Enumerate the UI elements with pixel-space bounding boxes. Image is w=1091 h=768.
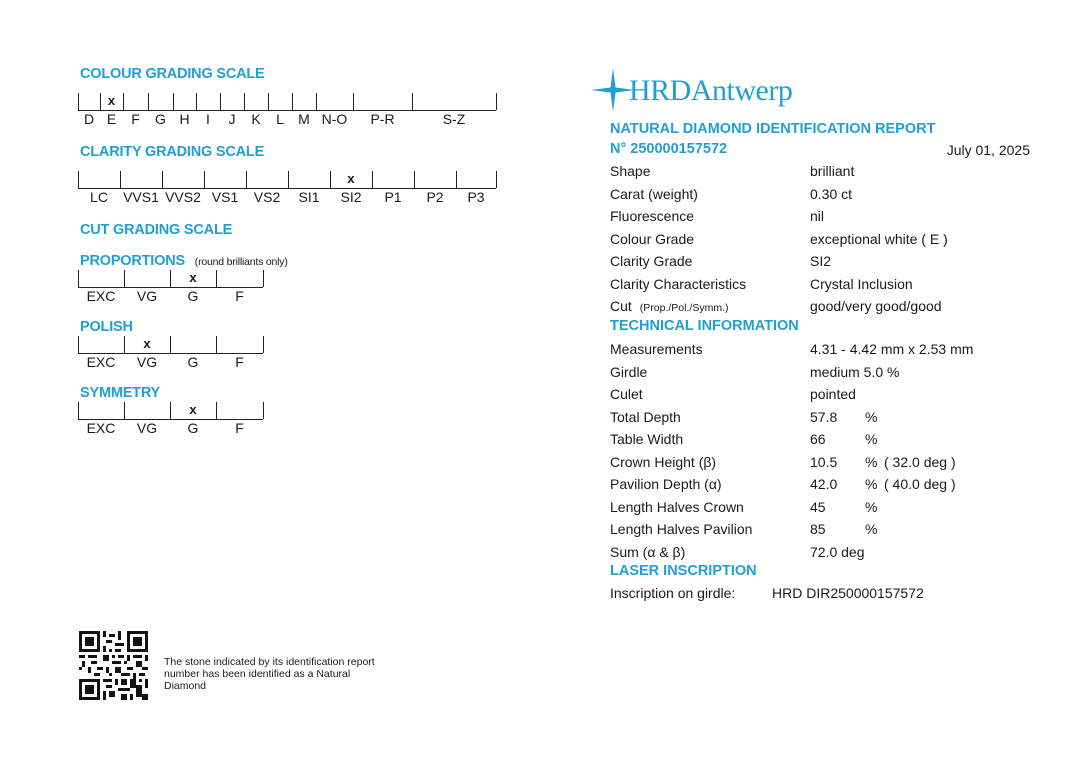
polish-scale	[78, 336, 268, 374]
scale-tick	[124, 336, 125, 353]
technical-info-title: TECHNICAL INFORMATION	[610, 318, 799, 334]
logo-hrd: HRD	[629, 74, 691, 107]
scale-label: VS1	[211, 189, 239, 205]
row-value: nil	[810, 208, 825, 225]
scale-label: E	[106, 111, 117, 127]
scale-tick	[412, 93, 413, 110]
proportions-note: (round brilliants only)	[194, 256, 288, 268]
selected-mark: x	[189, 270, 197, 285]
row-percent: %	[865, 408, 878, 425]
scale-tick	[120, 171, 121, 188]
scale-tick	[204, 171, 205, 188]
proportions-scale	[78, 270, 268, 308]
qr-code-icon	[79, 631, 148, 700]
scale-label: VG	[136, 288, 158, 304]
scale-label: G	[187, 420, 199, 436]
scale-tick	[124, 270, 125, 287]
proportions-label: PROPORTIONS	[80, 253, 185, 269]
row-key: Clarity Grade	[610, 253, 693, 270]
selected-mark: x	[189, 402, 197, 417]
row-value: good/very good/good	[810, 298, 942, 314]
scale-label: N-O	[321, 111, 348, 127]
scale-tick	[263, 336, 264, 353]
scale-tick	[216, 336, 217, 353]
row-percent: %	[865, 476, 878, 492]
row-key: Sum (α & β)	[610, 543, 686, 560]
row-value: 57.8	[810, 408, 838, 425]
scale-label: D	[83, 111, 95, 127]
row-value: 66	[810, 431, 826, 447]
scale-tick	[244, 93, 245, 110]
row-value: Crystal Inclusion	[810, 276, 913, 292]
cut-label: Cut	[610, 298, 632, 314]
colour-scale-title: COLOUR GRADING SCALE	[80, 66, 265, 82]
scale-tick	[330, 171, 331, 188]
row-key: Length Halves Crown	[610, 498, 744, 515]
scale-tick	[78, 402, 79, 419]
scale-label: J	[228, 111, 236, 127]
scale-tick	[170, 270, 171, 287]
scale-tick	[148, 93, 149, 110]
scale-label: VS2	[253, 189, 281, 205]
scale-tick	[216, 402, 217, 419]
report-title: NATURAL DIAMOND IDENTIFICATION REPORT	[610, 121, 936, 137]
row-key: Pavilion Depth (α)	[610, 476, 722, 492]
scale-label: VVS2	[165, 189, 201, 205]
scale-label: K	[251, 111, 261, 127]
scale-tick	[78, 171, 79, 188]
logo-wordmark	[629, 74, 792, 108]
scale-tick	[268, 93, 269, 110]
scale-tick	[170, 402, 171, 419]
laser-inscription-title: LASER INSCRIPTION	[610, 563, 757, 579]
scale-tick	[288, 171, 289, 188]
row-key: Culet	[610, 386, 643, 402]
scale-tick	[124, 402, 125, 419]
scale-label: P-R	[370, 111, 395, 127]
scale-label: P1	[384, 189, 402, 205]
scale-tick	[372, 171, 373, 188]
selected-mark: x	[143, 336, 151, 351]
scale-label: EXC	[86, 354, 116, 370]
identification-note: The stone indicated by its identification report number has been identified as a Natural Diamond	[164, 656, 375, 692]
scale-label: F	[235, 420, 244, 436]
scale-tick	[78, 270, 79, 287]
scale-tick	[216, 270, 217, 287]
row-key: Length Halves Pavilion	[610, 521, 753, 537]
report-number: N° 250000157572	[610, 141, 728, 157]
scale-tick	[263, 402, 264, 419]
scale-tick	[196, 93, 197, 110]
row-value: exceptional white ( E )	[810, 230, 948, 247]
row-value: 45	[810, 498, 826, 515]
scale-tick	[173, 93, 174, 110]
scale-tick	[123, 93, 124, 110]
scale-tick	[220, 93, 221, 110]
scale-label: VG	[136, 420, 158, 436]
scale-label: VVS1	[123, 189, 159, 205]
scale-tick	[456, 171, 457, 188]
row-value: HRD DIR250000157572	[772, 585, 924, 601]
scale-tick	[496, 171, 497, 188]
polish-title: POLISH	[80, 319, 133, 335]
proportions-title	[80, 253, 288, 269]
report-date: July 01, 2025	[946, 142, 1030, 158]
scale-label: L	[276, 111, 284, 127]
scale-tick	[292, 93, 293, 110]
row-value: 85	[810, 521, 826, 537]
scale-tick	[246, 171, 247, 188]
row-degrees: ( 40.0 deg )	[884, 476, 956, 492]
scale-tick	[170, 336, 171, 353]
scale-label: G	[187, 354, 199, 370]
row-key: Total Depth	[610, 408, 681, 425]
scale-label: G	[187, 288, 199, 304]
row-value: brilliant	[810, 163, 855, 179]
scale-tick	[78, 336, 79, 353]
scale-label: F	[235, 288, 244, 304]
colour-grading-scale	[78, 93, 498, 131]
row-value: pointed	[810, 386, 856, 402]
scale-label: I	[206, 111, 210, 127]
scale-label: SI1	[298, 189, 320, 205]
selected-mark: x	[107, 93, 116, 108]
scale-tick	[162, 171, 163, 188]
scale-label: LC	[90, 189, 108, 205]
scale-tick	[78, 93, 79, 110]
cut-note: (Prop./Pol./Symm.)	[639, 302, 729, 314]
row-key: Carat (weight)	[610, 185, 698, 202]
row-degrees: ( 32.0 deg )	[884, 453, 956, 470]
row-percent: %	[865, 431, 878, 447]
scale-label: F	[131, 111, 140, 127]
row-key: Table Width	[610, 431, 684, 447]
logo-antwerp: Antwerp	[690, 74, 793, 107]
row-value: 4.31 - 4.42 mm x 2.53 mm	[810, 341, 974, 357]
row-key: Clarity Characteristics	[610, 276, 747, 292]
scale-label: H	[179, 111, 190, 127]
scale-label: S-Z	[442, 111, 466, 127]
selected-mark: x	[347, 171, 355, 186]
scale-tick	[414, 171, 415, 188]
scale-tick	[263, 270, 264, 287]
scale-label: SI2	[340, 189, 362, 205]
row-key: Inscription on girdle:	[610, 585, 736, 601]
row-key: Shape	[610, 163, 651, 179]
row-value: medium 5.0 %	[810, 363, 900, 380]
row-percent: %	[865, 521, 878, 537]
symmetry-scale	[78, 402, 268, 440]
scale-label: VG	[136, 354, 158, 370]
scale-tick	[353, 93, 354, 110]
row-key: Crown Height (β)	[610, 453, 717, 470]
scale-label: P2	[426, 189, 444, 205]
row-value: 72.0 deg	[810, 543, 865, 560]
row-percent: %	[865, 453, 878, 470]
symmetry-title: SYMMETRY	[80, 385, 161, 401]
scale-label: EXC	[86, 288, 116, 304]
row-value: SI2	[810, 253, 832, 270]
cut-scale-title: CUT GRADING SCALE	[80, 222, 233, 238]
row-value: 42.0	[810, 476, 838, 492]
row-value: 0.30 ct	[810, 185, 853, 202]
row-value: 10.5	[810, 453, 838, 470]
row-key: Measurements	[610, 341, 703, 357]
scale-label: EXC	[86, 420, 116, 436]
scale-tick	[316, 93, 317, 110]
row-key	[610, 298, 728, 314]
row-key: Colour Grade	[610, 230, 695, 247]
scale-tick	[496, 93, 497, 110]
row-key: Fluorescence	[610, 208, 695, 225]
scale-label: P3	[467, 189, 485, 205]
clarity-grading-scale	[78, 171, 498, 209]
row-key: Girdle	[610, 363, 648, 380]
clarity-scale-title: CLARITY GRADING SCALE	[80, 144, 265, 160]
scale-label: F	[235, 354, 244, 370]
scale-label: M	[298, 111, 310, 127]
scale-label: G	[155, 111, 166, 127]
row-percent: %	[865, 498, 878, 515]
